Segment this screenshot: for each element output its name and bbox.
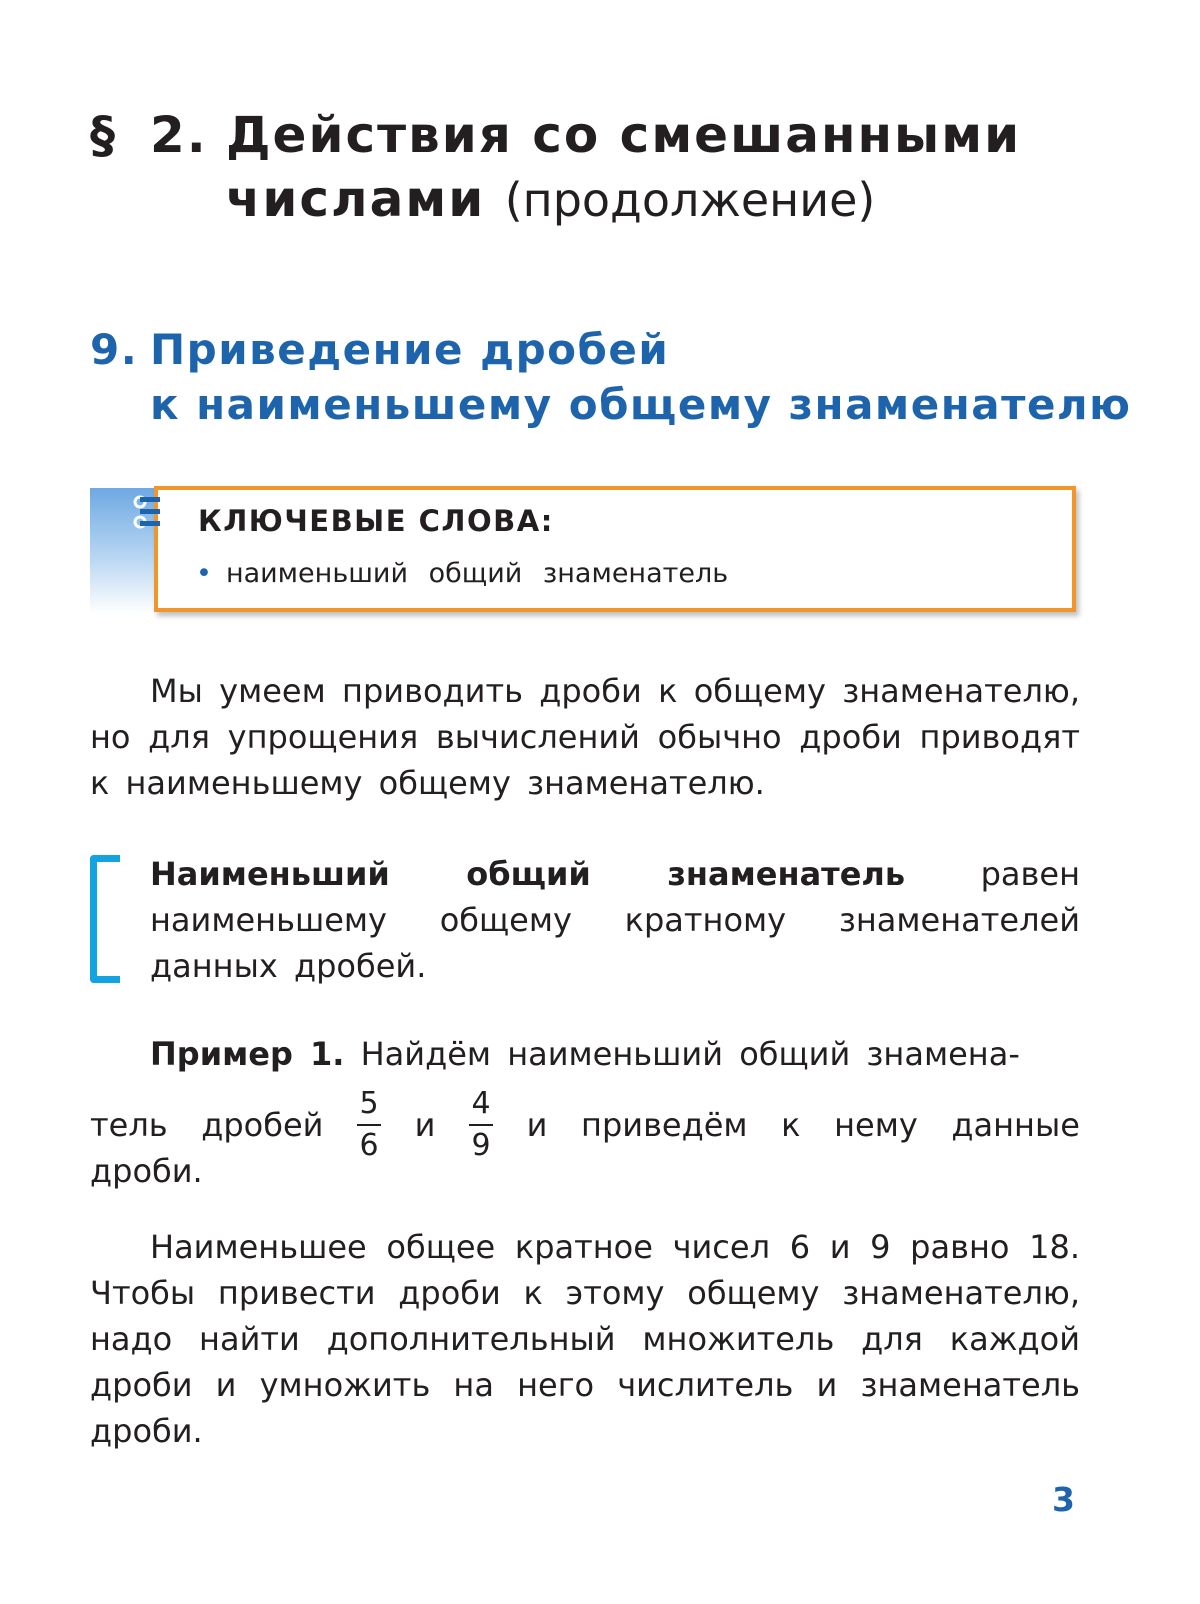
example-block bbox=[90, 1031, 1080, 1173]
keywords-box bbox=[154, 486, 1076, 612]
fraction-numerator: 5 bbox=[359, 1086, 379, 1121]
key-icon bbox=[132, 495, 162, 531]
example-word: к bbox=[781, 1106, 801, 1144]
definition-block bbox=[150, 851, 1080, 989]
example-line1 bbox=[90, 1031, 1080, 1077]
keywords-heading: КЛЮЧЕВЫЕ СЛОВА: bbox=[198, 504, 554, 538]
chapter-title-line1: Действия со смешанными bbox=[226, 106, 1022, 164]
example-word: данные bbox=[951, 1106, 1080, 1144]
keyword-item bbox=[196, 558, 728, 589]
intro-text: Мы умеем приводить дроби к общему знаменателю, но для упрощения вычислений обычно дроби приводят к наименьшему общему знаменателю. bbox=[90, 672, 1080, 802]
section-number: 9. bbox=[90, 325, 139, 374]
chapter-continuation: (продолжение) bbox=[504, 173, 876, 227]
page-number: 3 bbox=[1052, 1480, 1075, 1519]
definition-text: равен наименьшему общему кратному знаменателей данных дробей. bbox=[150, 855, 1081, 985]
example-line3: дроби. bbox=[90, 1152, 203, 1190]
definition-bracket bbox=[90, 855, 120, 983]
bullet: • bbox=[196, 558, 212, 589]
intro-paragraph bbox=[90, 668, 1080, 806]
fraction-bar bbox=[357, 1124, 381, 1126]
section-title-line1: Приведение дробей bbox=[150, 325, 670, 374]
section-heading bbox=[90, 322, 1132, 432]
example-word: приведём bbox=[581, 1106, 748, 1144]
fraction-4-9 bbox=[469, 1088, 493, 1162]
example-word: и bbox=[526, 1106, 548, 1144]
keyword-text: наименьший общий знаменатель bbox=[225, 558, 729, 589]
example-word: нему bbox=[834, 1106, 918, 1144]
fraction-denominator: 6 bbox=[359, 1128, 379, 1163]
fraction-numerator: 4 bbox=[471, 1086, 491, 1121]
example-label: Пример 1. bbox=[150, 1035, 345, 1073]
example-word: тель bbox=[90, 1106, 168, 1144]
paragraph-sign: § bbox=[90, 106, 117, 164]
example-line2 bbox=[90, 1077, 1080, 1173]
example-intro-text: Найдём наименьший общий знамена- bbox=[344, 1035, 1020, 1073]
chapter-title-line2: числами bbox=[226, 170, 486, 228]
explanation-paragraph bbox=[90, 1224, 1080, 1454]
fraction-5-6 bbox=[357, 1088, 381, 1162]
chapter-heading bbox=[90, 103, 1021, 232]
chapter-number: 2. bbox=[150, 106, 208, 164]
example-word: дробей bbox=[201, 1106, 324, 1144]
explanation-text: Наименьшее общее кратное чисел 6 и 9 равно 18. Чтобы привести дроби к этому общему знаменателю, надо найти дополнительный множитель для каждой дроби и умножить на него числитель и знаменатель дроби. bbox=[90, 1228, 1080, 1450]
definition-term: Наименьший общий знаменатель bbox=[150, 855, 906, 893]
example-word: и bbox=[414, 1106, 436, 1144]
fraction-bar bbox=[469, 1124, 493, 1126]
fraction-denominator: 9 bbox=[471, 1128, 491, 1163]
section-title-line2: к наименьшему общему знаменателю bbox=[150, 380, 1132, 429]
